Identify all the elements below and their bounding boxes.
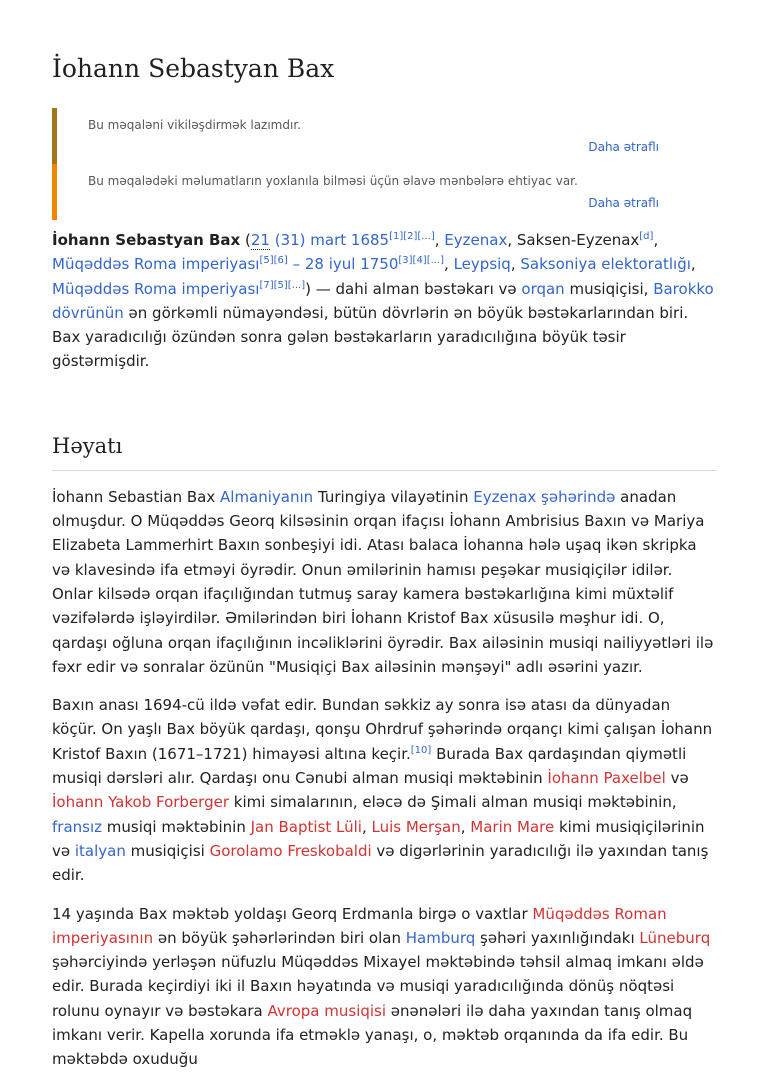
subject-name: İohann Sebastyan Bax (52, 231, 241, 249)
almaniya-link[interactable]: Almaniyanın (220, 487, 314, 506)
text: Turingiya vilayətinin (313, 487, 474, 506)
luli-link[interactable]: Jan Baptist Lüli (250, 817, 362, 836)
notice-sources (52, 164, 669, 220)
notice-text: Bu məqaləni vikiləşdirmək lazımdır. (88, 118, 301, 132)
eyzenax-link[interactable]: Eyzenax (444, 231, 508, 249)
old-style-date: 21 (250, 231, 270, 249)
text: musiqi məktəbinin (102, 817, 251, 836)
text: , (460, 817, 471, 836)
text: musiqiçisi, (564, 279, 654, 298)
text: və (665, 769, 689, 788)
reference[interactable]: [7][5][...] (259, 279, 306, 291)
notice-more-link[interactable]: Daha ətraflı (588, 196, 659, 210)
birth-date-link[interactable] (251, 231, 389, 250)
text: Baxın anası 1694-cü ildə vəfat edir. Bundan səkkiz ay sonra isə atası da dünyadan köçür. On yaşlı Bax böyük qardaşı, qonşu Ohrdruf şəhərində orqançı kimi çalışan İohann Kristof Baxın (1671–1721) himayəsi altına keçir. (52, 696, 713, 763)
reference[interactable]: [10] (410, 744, 432, 756)
text: ən böyük şəhərlərindən biri olan (153, 928, 406, 947)
text: (31) mart 1685 (269, 231, 390, 249)
forberger-link[interactable]: İohann Yakob Forberger (52, 793, 229, 812)
fransiz-link[interactable]: fransız (52, 817, 103, 836)
page-title: İohann Sebastyan Bax (52, 54, 335, 83)
paragraph-2 (52, 693, 717, 887)
orqan-link[interactable]: orqan (521, 279, 565, 298)
notice-bar (52, 108, 57, 164)
text: şəhərciyində yerləşən nüfuzlu Müqəddəs Mixayel məktəbində təhsil almaq imkanı əldə edir. Burada keçirdiyi iki il Baxın həyatında və musiqi yaradıcılığında dönüş nöqtəsi rolunu oynayır və bəstəkara (52, 953, 704, 1020)
text: və digərlərinin yaradıcılığı ilə yaxından tanış edir. (52, 841, 709, 885)
text: Burada Bax qardaşından qiymətli musiqi dərsləri alır. Qardaşı onu Cənubi alman musiqi məktəbinin (52, 744, 687, 788)
paragraph-3 (52, 902, 717, 1072)
barokko-link[interactable]: Barokko dövrünün (52, 279, 714, 322)
text: , (444, 255, 454, 274)
section-heading: Həyatı (52, 430, 717, 471)
text: musiqiçisi (125, 841, 210, 860)
text: ( (240, 231, 251, 249)
eyzenax-city-link[interactable]: Eyzenax şəhərində (473, 487, 616, 506)
text: kimi simalarının, eləcə də Şimali alman musiqi məktəbinin, (229, 793, 677, 812)
saksoniya-link[interactable]: Saksoniya elektoratlığı (520, 255, 691, 274)
roman-empire-link[interactable]: Müqəddəs Roman imperiyasının (52, 904, 667, 947)
text: şəhəri yaxınlığındakı (475, 928, 640, 947)
avropa-link[interactable]: Avropa musiqisi (267, 1001, 387, 1020)
paxelbel-link[interactable]: İohann Paxelbel (547, 769, 666, 788)
lead-paragraph (52, 228, 717, 374)
text: ən görkəmli nümayəndəsi, bütün dövrlərin ən böyük bəstəkarlarından biri. Bax yaradıcılığı özündən sonra gələn bəstəkarların yaradıcılığına böyük təsir göstərmişdir. (52, 303, 689, 371)
luneburq-link[interactable]: Lüneburq (639, 928, 711, 947)
text: kimi musiqiçilərinin və (52, 817, 705, 860)
notice-more-link[interactable]: Daha ətraflı (588, 140, 659, 154)
text: , (434, 231, 445, 249)
text: , (361, 817, 372, 836)
text: ) — dahi alman bəstəkarı və (305, 279, 522, 298)
freskobaldi-link[interactable]: Gorolamo Freskobaldi (209, 841, 372, 860)
notice-bar (52, 164, 57, 220)
text: ənənələri ilə daha yaxından tanış olmaq imkanı verir. Kapella xorunda ifa etməklə yanaşı, o, məktəb orqanında da ifa edir. Bu məktəbdə oxuduğu (52, 1001, 693, 1069)
text: , (653, 231, 659, 249)
italyan-link[interactable]: italyan (74, 841, 126, 860)
reference[interactable]: [3][4][...] (398, 255, 445, 267)
text: anadan olmuşdur. O Müqəddəs Georq kilsəsinin orqan ifaçısı İohann Ambrisius Baxın və Mariya Elizabeta Lammerhirt Baxın sonbeşiyi idi. Atası balaca İohanna hələ uşaq ikən skripka və klavesində ifa etməyi öyrədir. Onun əmilərinin hamısı peşəkar musiqiçilər idilər. Onlar kilsədə orqan ifaçılığından tutmuş saray kamera bəstəkarlığına kimi müxtəlif vəzifələrdə işləyirdilər. Əmilərindən biri İohann Kristof Bax xüsusilə məşhur idi. O, qardaşı oğluna orqan ifaçılığının incəliklərini öyrədir. Bax ailəsinin musiqi nailiyyətləri ilə fəxr edir və sonralar özünün "Musiqiçi Bax ailəsinin mənşəyi" adlı əsərini yazır. (52, 487, 714, 676)
reference[interactable]: [d] (639, 231, 654, 242)
leypsiq-link[interactable]: Leypsiq (453, 255, 511, 274)
text: İohann Sebastian Bax (52, 487, 221, 506)
notice-wikify (52, 108, 669, 164)
mare-link[interactable]: Marin Mare (470, 817, 555, 836)
hamburq-link[interactable]: Hamburq (405, 928, 476, 947)
text: , (510, 255, 521, 274)
text: 14 yaşında Bax məktəb yoldaşı Georq Erdmanla birgə o vaxtlar (52, 904, 533, 923)
reference[interactable]: [5][6] (259, 255, 288, 267)
text: , (690, 255, 696, 274)
mersan-link[interactable]: Luis Merşan (371, 817, 461, 836)
paragraph-1 (52, 485, 717, 679)
text: , Saksen-Eyzenax (507, 231, 640, 249)
notice-text: Bu məqalədəki məlumatların yoxlanıla bilməsi üçün əlavə mənbələrə ehtiyac var. (88, 174, 578, 188)
death-date-link[interactable]: – 28 iyul 1750 (287, 255, 399, 274)
roma-link-2[interactable]: Müqəddəs Roma imperiyası (52, 279, 260, 298)
roma-link[interactable]: Müqəddəs Roma imperiyası (52, 255, 260, 274)
reference[interactable]: [1][2][...] (389, 231, 435, 242)
